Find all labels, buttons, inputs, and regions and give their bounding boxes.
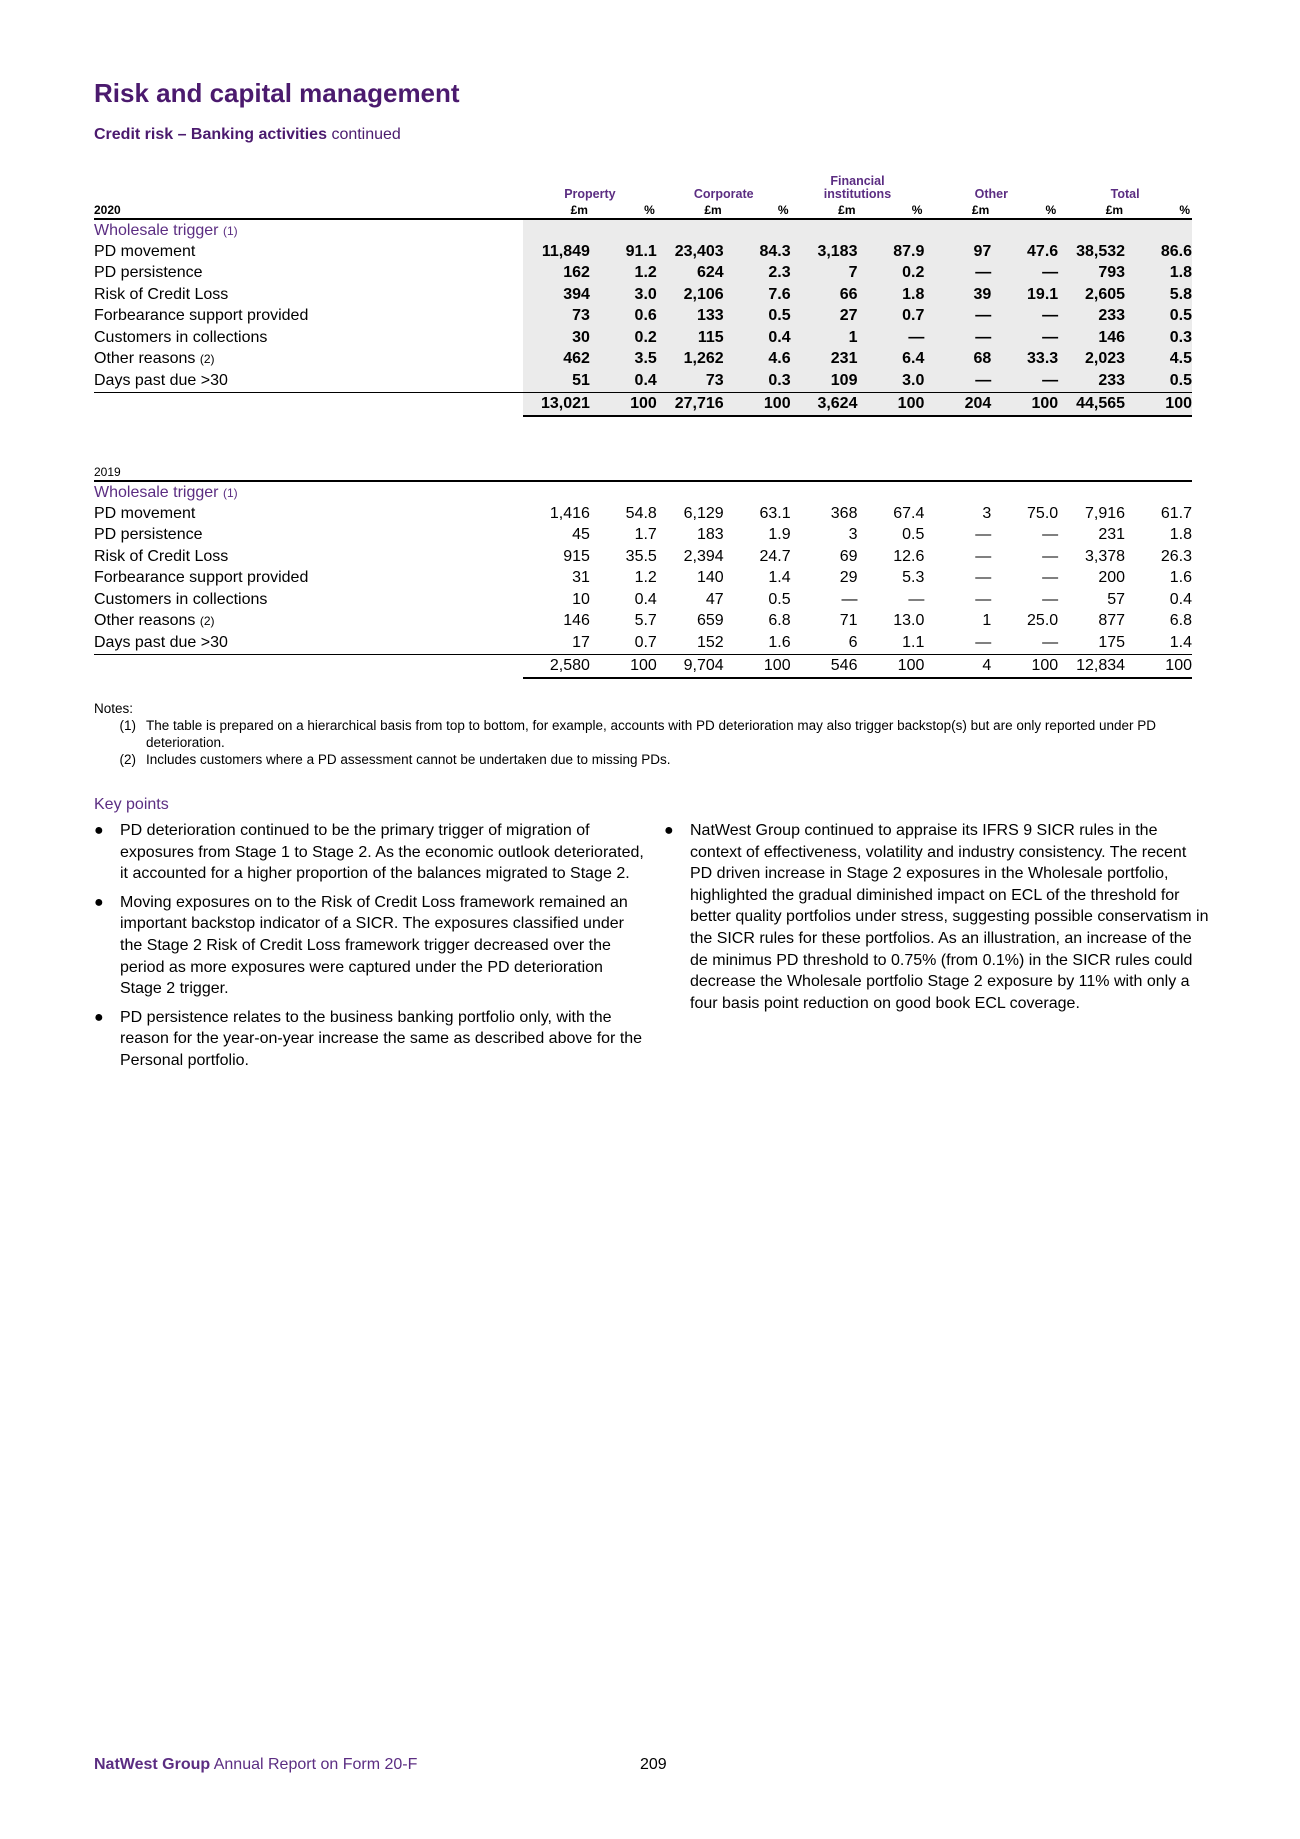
- total-label: [94, 392, 523, 416]
- section-label: [94, 219, 523, 241]
- table-cell: 38,532: [1058, 241, 1125, 263]
- table-cell: 3,183: [791, 241, 858, 263]
- note-number: (2): [119, 752, 136, 767]
- total-cell: 9,704: [657, 654, 724, 678]
- bullet-icon: ●: [94, 893, 104, 911]
- table-cell: 0.6: [590, 306, 657, 328]
- row-label-text: PD persistence: [94, 526, 203, 544]
- unit-header-empty: [590, 463, 657, 481]
- row-label: [94, 525, 523, 547]
- total-cell: 100: [991, 654, 1058, 678]
- table-cell: —: [975, 526, 992, 544]
- table-cell: 10: [572, 590, 590, 608]
- table-cell: 12.6: [893, 547, 925, 565]
- total-cell: 3,624: [791, 392, 858, 416]
- unit-header-empty: [791, 463, 858, 481]
- table-row: [94, 611, 1192, 633]
- total-cell: 100: [724, 392, 791, 416]
- table-cell: —: [975, 569, 992, 587]
- page-number: 209: [640, 1756, 667, 1773]
- table-cell: 17: [523, 632, 590, 654]
- row-label: [94, 327, 523, 349]
- table-cell: 394: [523, 284, 590, 306]
- unit-header: £m: [657, 201, 724, 219]
- total-cell: 27,716: [657, 392, 724, 416]
- table-cell: 26.3: [1160, 547, 1192, 565]
- table-cell: 0.5: [1125, 306, 1192, 328]
- table-cell: 7,916: [1085, 504, 1126, 522]
- table-cell: 87.9: [857, 241, 924, 263]
- row-label: [94, 306, 523, 328]
- section-cell: [924, 481, 991, 503]
- notes-heading: Notes:: [94, 701, 134, 716]
- table-cell: 61.7: [1160, 504, 1192, 522]
- table-cell: —: [991, 306, 1058, 328]
- unit-header: £m: [523, 201, 590, 219]
- total-cell: 546: [791, 654, 858, 678]
- unit-header: £m: [924, 201, 991, 219]
- unit-header-empty: [657, 463, 724, 481]
- table-cell: 3.0: [590, 284, 657, 306]
- section-note: (1): [222, 485, 238, 500]
- table-cell: 57: [1107, 590, 1126, 608]
- footer-report-title: [94, 1756, 417, 1774]
- group-header-financial-institutions: [791, 168, 925, 201]
- table-row: [94, 370, 1192, 392]
- unit-header-empty: [1058, 463, 1125, 481]
- row-label: [94, 284, 523, 306]
- unit-header: %: [1125, 201, 1192, 219]
- table-cell: 63.1: [759, 504, 791, 522]
- table-cell: 6.8: [1169, 612, 1192, 630]
- table-cell: 183: [697, 526, 724, 544]
- note-item: [94, 717, 1206, 751]
- table-body-2020: [94, 201, 1192, 416]
- table-cell: 659: [697, 612, 724, 630]
- table-cell: 0.4: [724, 327, 791, 349]
- unit-header: %: [991, 201, 1058, 219]
- unit-header: £m: [791, 201, 858, 219]
- table-cell: —: [1042, 526, 1059, 544]
- row-label-text: PD movement: [94, 242, 196, 260]
- key-points-title: Key points: [94, 796, 169, 813]
- table-cell: 140: [697, 569, 724, 587]
- footer-brand: NatWest Group: [94, 1756, 211, 1773]
- table-cell: —: [924, 632, 991, 654]
- table-cell: —: [1042, 569, 1059, 587]
- section-cell: [857, 219, 924, 241]
- total-cell: 100: [991, 392, 1058, 416]
- total-label: [94, 654, 523, 678]
- total-cell: 100: [857, 654, 924, 678]
- section-cell: [724, 481, 791, 503]
- table-cell: —: [924, 306, 991, 328]
- table-cell: 71: [839, 612, 858, 630]
- unit-header-empty: [991, 463, 1058, 481]
- table-cell: 6,129: [683, 504, 724, 522]
- row-label: [94, 632, 523, 654]
- table-cell: —: [1042, 590, 1059, 608]
- table-cell: 86.6: [1125, 241, 1192, 263]
- table-2019: [94, 463, 1192, 679]
- total-cell: 100: [857, 392, 924, 416]
- table-cell: 3: [982, 504, 992, 522]
- table-cell: 23,403: [657, 241, 724, 263]
- row-label-text: Forbearance support provided: [94, 569, 309, 587]
- table-cell: 29: [839, 569, 858, 587]
- table-cell: 2,106: [657, 284, 724, 306]
- group-header-corporate: Corporate: [693, 187, 754, 201]
- section-cell: [857, 481, 924, 503]
- table-cell: —: [841, 590, 858, 608]
- total-row: [94, 392, 1192, 416]
- row-label: [94, 370, 523, 392]
- table-cell: 19.1: [991, 284, 1058, 306]
- section-cell: [657, 481, 724, 503]
- subtitle-continued: continued: [331, 126, 401, 143]
- table-cell: 5.7: [634, 612, 657, 630]
- table-cell: 2,023: [1058, 349, 1125, 371]
- note-text: The table is prepared on a hierarchical basis from top to bottom, for example, accounts with PD deterioration may also trigger backstop(s) but are only reported under PD deterioration.: [146, 718, 1157, 750]
- table-row: [94, 589, 1192, 611]
- page-title: Risk and capital management: [94, 78, 460, 108]
- row-label: [94, 546, 523, 568]
- section-text: Wholesale trigger: [94, 221, 219, 239]
- table-cell: 1.6: [1169, 569, 1192, 587]
- table-cell: 66: [791, 284, 858, 306]
- note-text: Includes customers where a PD assessment cannot be undertaken due to missing PDs.: [146, 752, 671, 767]
- year-label: 2020: [94, 201, 523, 219]
- table-cell: 624: [657, 263, 724, 285]
- footer-report: Annual Report on Form 20-F: [213, 1756, 418, 1773]
- group-header-other: Other: [974, 187, 1008, 201]
- table-cell: 1.8: [857, 284, 924, 306]
- section-cell: [924, 219, 991, 241]
- key-point: [94, 1007, 649, 1072]
- table-cell: 1.7: [634, 526, 657, 544]
- table-cell: 0.5: [902, 526, 925, 544]
- table-cell: 0.7: [590, 632, 657, 654]
- table-cell: 25.0: [1027, 612, 1059, 630]
- table-cell: 3.0: [857, 370, 924, 392]
- table-cell: 30: [523, 327, 590, 349]
- row-note: (2): [199, 614, 215, 629]
- table-cell: 3,378: [1085, 547, 1126, 565]
- table-cell: 0.5: [724, 306, 791, 328]
- table-row: [94, 546, 1192, 568]
- total-cell: 204: [924, 392, 991, 416]
- table-cell: 5.3: [902, 569, 925, 587]
- table-cell: 6.8: [768, 612, 791, 630]
- table-cell: 175: [1058, 632, 1125, 654]
- row-label-text: Risk of Credit Loss: [94, 547, 229, 565]
- table-cell: 24.7: [759, 547, 791, 565]
- table-cell: 45: [572, 526, 590, 544]
- table-row: [94, 263, 1192, 285]
- table-cell: 231: [1098, 526, 1126, 544]
- row-label-text: Forbearance support provided: [94, 307, 309, 325]
- section-cell: [590, 481, 657, 503]
- row-label: [94, 503, 523, 525]
- section-label: [94, 481, 523, 503]
- table-cell: 4.6: [724, 349, 791, 371]
- section-cell: [1125, 481, 1192, 503]
- table-cell: 231: [791, 349, 858, 371]
- row-note: (2): [199, 352, 215, 367]
- key-point: [94, 820, 649, 885]
- total-cell: 100: [1125, 392, 1192, 416]
- table-cell: 0.4: [1169, 590, 1192, 608]
- table-cell: 2.3: [724, 263, 791, 285]
- table-cell: 0.7: [857, 306, 924, 328]
- row-label: [94, 611, 523, 633]
- row-label: [94, 349, 523, 371]
- table-cell: 0.4: [634, 590, 657, 608]
- total-cell: 100: [1125, 654, 1192, 678]
- total-cell: 13,021: [523, 392, 590, 416]
- table-cell: 4.5: [1125, 349, 1192, 371]
- row-label: [94, 241, 523, 263]
- table-cell: 462: [523, 349, 590, 371]
- total-cell: 4: [924, 654, 991, 678]
- total-cell: 44,565: [1058, 392, 1125, 416]
- unit-header: %: [724, 201, 791, 219]
- unit-header-empty: [857, 463, 924, 481]
- table-cell: 1,262: [657, 349, 724, 371]
- table-cell: 84.3: [724, 241, 791, 263]
- section-cell: [523, 219, 590, 241]
- table-row: [94, 306, 1192, 328]
- table-cell: 1.6: [724, 632, 791, 654]
- table-cell: 0.4: [590, 370, 657, 392]
- section-cell: [991, 219, 1058, 241]
- total-cell: 2,580: [523, 654, 590, 678]
- key-points-left-column: [94, 820, 649, 1079]
- row-label-text: Customers in collections: [94, 590, 268, 608]
- table-2020: [94, 168, 1192, 417]
- table-cell: 133: [657, 306, 724, 328]
- table-cell: —: [908, 590, 925, 608]
- unit-header: %: [857, 201, 924, 219]
- table-cell: 5.8: [1125, 284, 1192, 306]
- table-cell: —: [924, 327, 991, 349]
- unit-header-empty: [1125, 463, 1192, 481]
- table-cell: 0.3: [724, 370, 791, 392]
- table-cell: 11,849: [523, 241, 590, 263]
- table-cell: 0.2: [857, 263, 924, 285]
- table-cell: 35.5: [625, 547, 657, 565]
- year-label: 2019: [94, 463, 523, 481]
- bullet-icon: ●: [664, 822, 674, 839]
- row-label-text: Risk of Credit Loss: [94, 285, 229, 303]
- table-cell: 73: [523, 306, 590, 328]
- section-cell: [657, 219, 724, 241]
- key-point-text: Moving exposures on to the Risk of Credit Loss framework remained an important backstop indicator of a SICR. The exposures classified under the Stage 2 Risk of Credit Loss framework trigger decreased over the period as more exposures were captured under the PD deterioration Stage 2 trigger.: [120, 893, 628, 998]
- unit-header-empty: [523, 463, 590, 481]
- table-cell: 2,394: [683, 547, 724, 565]
- table-cell: —: [991, 632, 1058, 654]
- table-cell: —: [975, 590, 992, 608]
- table-cell: 1.8: [1125, 263, 1192, 285]
- table-cell: 1: [791, 327, 858, 349]
- table-cell: 27: [791, 306, 858, 328]
- table-row: [94, 349, 1192, 371]
- table-cell: 97: [924, 241, 991, 263]
- table-cell: 1.4: [1125, 632, 1192, 654]
- table-cell: 200: [1098, 569, 1126, 587]
- table-cell: 47.6: [991, 241, 1058, 263]
- bullet-icon: ●: [94, 822, 104, 839]
- row-label: [94, 568, 523, 590]
- table-row: [94, 241, 1192, 263]
- group-header-property: Property: [564, 187, 616, 201]
- table-cell: —: [991, 263, 1058, 285]
- table-row: [94, 503, 1192, 525]
- total-cell: 100: [724, 654, 791, 678]
- table-cell: 109: [791, 370, 858, 392]
- note-number: (1): [119, 718, 136, 733]
- table-cell: —: [1042, 547, 1059, 565]
- table-row: [94, 568, 1192, 590]
- section-cell: [1058, 481, 1125, 503]
- table-cell: 233: [1058, 306, 1125, 328]
- row-label-text: Other reasons: [94, 612, 196, 630]
- section-note: (1): [222, 223, 238, 238]
- table-cell: —: [924, 370, 991, 392]
- table-cell: 0.2: [590, 327, 657, 349]
- table-row: [94, 525, 1192, 547]
- table-cell: 73: [657, 370, 724, 392]
- table-cell: 3.5: [590, 349, 657, 371]
- table-row: [94, 284, 1192, 306]
- table-cell: 1.9: [768, 526, 791, 544]
- section-cell: [791, 219, 858, 241]
- total-cell: 100: [590, 654, 657, 678]
- key-point: [94, 892, 649, 1000]
- bullet-icon: ●: [94, 1008, 104, 1026]
- table-cell: 1.4: [768, 569, 791, 587]
- row-label-text: PD movement: [94, 504, 196, 522]
- table-cell: 7.6: [724, 284, 791, 306]
- table-cell: 793: [1058, 263, 1125, 285]
- table-cell: 0.5: [768, 590, 791, 608]
- table-cell: 91.1: [590, 241, 657, 263]
- table-cell: 6: [791, 632, 858, 654]
- table-cell: 233: [1058, 370, 1125, 392]
- table-cell: 115: [657, 327, 724, 349]
- table-cell: 1,416: [549, 504, 590, 522]
- table-cell: 146: [563, 612, 590, 630]
- table-cell: 33.3: [991, 349, 1058, 371]
- section-cell: [1125, 219, 1192, 241]
- section-cell: [724, 219, 791, 241]
- table-cell: 1.2: [634, 569, 657, 587]
- row-label-text: Days past due >30: [94, 371, 228, 389]
- row-label-text: Days past due >30: [94, 633, 228, 651]
- table-body-2019: [94, 463, 1192, 678]
- table-cell: 13.0: [893, 612, 925, 630]
- table-cell: 69: [839, 547, 858, 565]
- row-label: [94, 263, 523, 285]
- table-cell: 162: [523, 263, 590, 285]
- table-cell: 75.0: [1027, 504, 1059, 522]
- section-cell: [523, 481, 590, 503]
- table-row: [94, 327, 1192, 349]
- key-points-right-column: [664, 820, 1210, 1021]
- table-cell: 1: [982, 612, 992, 630]
- table-cell: 1.1: [857, 632, 924, 654]
- section-cell: [791, 481, 858, 503]
- key-point-text: PD persistence relates to the business banking portfolio only, with the reason for the year-on-year increase the same as described above for the Personal portfolio.: [120, 1008, 643, 1069]
- table-cell: 6.4: [857, 349, 924, 371]
- section-cell: [1058, 219, 1125, 241]
- table-cell: 2,605: [1058, 284, 1125, 306]
- section-subtitle: [94, 126, 401, 144]
- unit-header: %: [590, 201, 657, 219]
- unit-header-empty: [924, 463, 991, 481]
- group-header-total: Total: [1110, 187, 1140, 201]
- total-row: [94, 654, 1192, 678]
- table-cell: 3: [848, 526, 858, 544]
- table-cell: 368: [830, 504, 858, 522]
- group-header-financial-institutions-label: Financial institutions: [823, 174, 892, 201]
- row-label-text: PD persistence: [94, 264, 203, 282]
- section-text: Wholesale trigger: [94, 483, 219, 501]
- table-cell: 152: [657, 632, 724, 654]
- row-label: [94, 589, 523, 611]
- table-cell: —: [924, 263, 991, 285]
- key-point: [664, 820, 1210, 1014]
- total-cell: 12,834: [1058, 654, 1125, 678]
- key-point-text: PD deterioration continued to be the primary trigger of migration of exposures from Stage 1 to Stage 2. As the economic outlook deteriorated, it accounted for a higher proportion of the balances migrated to Stage 2.: [120, 822, 644, 883]
- table-cell: 7: [791, 263, 858, 285]
- table-cell: 0.3: [1125, 327, 1192, 349]
- table-row: [94, 632, 1192, 654]
- section-cell: [991, 481, 1058, 503]
- row-label-text: Customers in collections: [94, 328, 268, 346]
- subtitle-bold: Credit risk – Banking activities: [94, 126, 327, 143]
- table-cell: 1.8: [1169, 526, 1192, 544]
- table-cell: 877: [1098, 612, 1126, 630]
- table-cell: 67.4: [893, 504, 925, 522]
- table-cell: 146: [1058, 327, 1125, 349]
- table-cell: 51: [523, 370, 590, 392]
- section-cell: [590, 219, 657, 241]
- table-cell: —: [991, 327, 1058, 349]
- note-item: [94, 751, 1206, 768]
- table-cell: —: [975, 547, 992, 565]
- row-label-text: Other reasons: [94, 350, 196, 368]
- notes: [94, 700, 1206, 768]
- table-cell: 68: [924, 349, 991, 371]
- total-cell: 100: [590, 392, 657, 416]
- unit-header-empty: [724, 463, 791, 481]
- table-cell: —: [857, 327, 924, 349]
- table-cell: 31: [572, 569, 590, 587]
- table-cell: 915: [563, 547, 590, 565]
- unit-header: £m: [1058, 201, 1125, 219]
- key-point-text: NatWest Group continued to appraise its IFRS 9 SICR rules in the context of effectiveness, volatility and industry consistency. The recent PD driven increase in Stage 2 exposures in the Wholesale portfolio, highlighted the gradual diminished impact on ECL of the threshold for better quality portfolios under stress, suggesting possible conservatism in the SICR rules for these portfolios. As an illustration, an increase of the de minimus PD threshold to 0.75% (from 0.1%) in the SICR rules could decrease the Wholesale portfolio Stage 2 exposure by 11% with only a four basis point reduction on good book ECL coverage.: [690, 822, 1209, 1012]
- table-cell: 39: [924, 284, 991, 306]
- table-cell: 47: [705, 590, 724, 608]
- table-cell: 0.5: [1125, 370, 1192, 392]
- table-cell: 54.8: [625, 504, 657, 522]
- table-cell: —: [991, 370, 1058, 392]
- table-cell: 1.2: [590, 263, 657, 285]
